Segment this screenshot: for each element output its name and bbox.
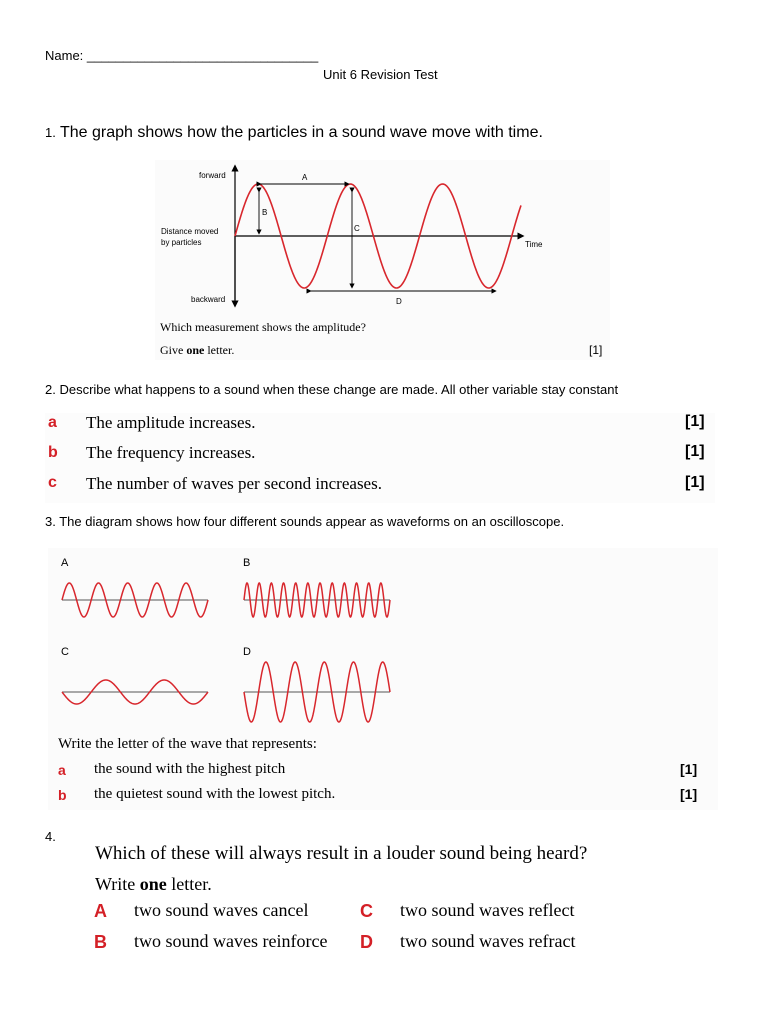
label-B: B <box>262 208 268 217</box>
q2-item-c-letter: c <box>48 474 57 491</box>
q4-option-C-text: two sound waves reflect <box>400 900 575 920</box>
q2-item-a-marks: [1] <box>685 413 705 430</box>
q1-question: The graph shows how the particles in a sound wave move with time. <box>60 124 543 141</box>
q1-marks: [1] <box>589 343 603 357</box>
label-forward: forward <box>199 171 226 180</box>
q2-item-a-letter: a <box>48 414 57 431</box>
label-C: C <box>354 224 360 233</box>
page-title: Unit 6 Revision Test <box>323 67 438 82</box>
q2-item-a-text: The amplitude increases. <box>86 413 256 432</box>
label-backward: backward <box>191 295 226 304</box>
q3-item-a-marks: [1] <box>680 761 698 777</box>
q4-question: Which of these will always result in a louder sound being heard? <box>95 843 588 864</box>
q3-item-a-text: the sound with the highest pitch <box>94 761 286 777</box>
q1-instruction: Give one letter. <box>160 343 235 357</box>
wave-label-D: D <box>243 646 251 658</box>
wave-label-C: C <box>61 646 69 658</box>
q2-text: 2. Describe what happens to a sound when these change are made. All other variable stay constant <box>45 382 619 397</box>
q4-option-B-text: two sound waves reinforce <box>134 931 328 951</box>
q3-prompt: Write the letter of the wave that represents: <box>58 736 317 752</box>
oscilloscope-waveforms <box>48 548 408 728</box>
label-A: A <box>302 173 308 182</box>
q1-figure <box>155 160 610 360</box>
q4-option-C-letter: C <box>360 901 373 921</box>
q2-item-c-text: The number of waves per second increases. <box>86 474 382 493</box>
q4-instruction: Write one letter. <box>95 874 212 894</box>
q4-option-D-letter: D <box>360 932 373 952</box>
q3-item-b-text: the quietest sound with the lowest pitch. <box>94 786 336 802</box>
q2-item-b-text: The frequency increases. <box>86 443 256 462</box>
label-time: Time <box>525 240 543 249</box>
q4-option-A-text: two sound waves cancel <box>134 900 309 920</box>
wave-label-B: B <box>243 557 251 569</box>
q3-item-a-letter: a <box>58 762 66 778</box>
q1-number: 1. <box>45 125 56 140</box>
name-label: Name: <box>45 48 84 63</box>
q4-option-B-letter: B <box>94 932 107 952</box>
name-field <box>45 48 318 63</box>
label-distance-2: by particles <box>161 238 202 247</box>
wave-label-A: A <box>61 557 69 569</box>
q2-item-b-letter: b <box>48 444 58 461</box>
q2-item-c-marks: [1] <box>685 474 705 491</box>
q4-number: 4. <box>45 829 56 844</box>
label-D: D <box>396 297 402 306</box>
q4-option-A-letter: A <box>94 901 107 921</box>
q3-text: 3. The diagram shows how four different sounds appear as waveforms on an oscilloscope. <box>45 514 565 529</box>
q3-figure <box>48 548 718 810</box>
q2-item-b-marks: [1] <box>685 443 705 460</box>
q1-text <box>45 124 543 142</box>
name-line: ________________________________ <box>86 48 319 63</box>
q2-items <box>45 413 715 503</box>
label-distance-1: Distance moved <box>161 227 219 236</box>
q4-option-D-text: two sound waves refract <box>400 931 576 951</box>
q3-item-b-letter: b <box>58 787 67 803</box>
q1-prompt: Which measurement shows the amplitude? <box>160 320 366 334</box>
q3-item-b-marks: [1] <box>680 786 698 802</box>
